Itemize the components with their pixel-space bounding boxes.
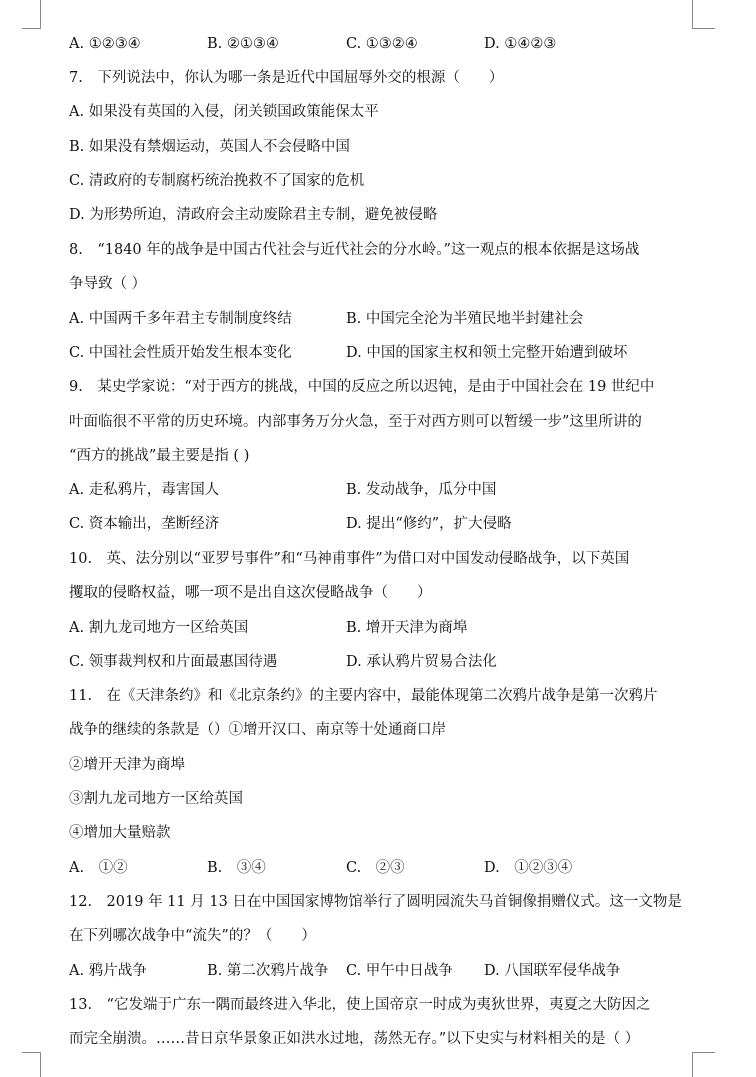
q11-item-2: ②增开天津为商埠: [69, 757, 185, 773]
q10-option-c: C. 领事裁判权和片面最惠国待遇: [69, 654, 278, 670]
q10-stem-line-1: 10. 英、法分别以“亚罗号事件”和“马神甫事件”为借口对中国发动侵略战争，以下英国: [69, 551, 630, 567]
q10-option-b: B. 增开天津为商埠: [346, 620, 468, 636]
q9-option-d: D. 提出“修约”，扩大侵略: [346, 516, 512, 532]
q7-option-b: B. 如果没有禁烟运动，英国人不会侵略中国: [69, 139, 350, 155]
q12-stem-line-1: 12. 2019 年 11 月 13 日在中国国家博物馆举行了圆明园流失马首铜像捐赠仪式。这一文物是: [69, 894, 682, 910]
q11-stem-line-1: 11. 在《天津条约》和《北京条约》的主要内容中，最能体现第二次鸦片战争是第一次鸦片: [69, 688, 658, 704]
q11-options-row: [69, 855, 699, 881]
q11-item-4: ④增加大量赔款: [69, 825, 171, 841]
q9-option-c: C. 资本输出，垄断经济: [69, 516, 220, 532]
q12-options-row: [69, 958, 699, 984]
q9-options-row-1: [69, 477, 699, 503]
q10-option-a: A. 割九龙司地方一区给英国: [69, 620, 249, 636]
q6-options-row: [69, 31, 699, 57]
q9-options-row-2: [69, 511, 699, 537]
q8-stem-line-1: 8. “1840 年的战争是中国古代社会与近代社会的分水岭。”这一观点的根本依据是这场战: [69, 242, 640, 258]
page-corner-mark-bottom-left: [22, 1052, 41, 1077]
q11-item-3: ③割九龙司地方一区给英国: [69, 791, 243, 807]
q12-option-c: C. 甲午中日战争: [346, 963, 453, 979]
q10-options-row-1: [69, 615, 699, 641]
q7-option-c: C. 清政府的专制腐朽统治挽救不了国家的危机: [69, 173, 365, 189]
q11-option-c: C. ②③: [346, 860, 405, 876]
q10-option-d: D. 承认鸦片贸易合法化: [346, 654, 497, 670]
q6-option-c: C. ①③②④: [346, 36, 418, 52]
q9-stem-line-2: 叶面临很不平常的历史环境。内部事务万分火急，至于对西方则可以暂缓一步”这里所讲的: [69, 414, 642, 430]
q11-option-a: A. ①②: [69, 860, 128, 876]
page-corner-mark-bottom-right: [692, 1052, 715, 1077]
q10-options-row-2: [69, 649, 699, 675]
q9-stem-line-3: “西方的挑战”最主要是指 ( ): [69, 448, 250, 464]
q7-stem: 7. 下列说法中，你认为哪一条是近代中国屈辱外交的根源（ ）: [69, 70, 504, 86]
page-corner-mark-top-right: [692, 0, 715, 29]
q12-stem-line-2: 在下列哪次战争中“流失”的？（ ）: [69, 928, 316, 944]
q11-option-d: D. ①②③④: [484, 860, 573, 876]
q10-stem-line-2: 攫取的侵略权益，哪一项不是出自这次侵略战争（ ）: [69, 585, 432, 601]
q8-option-d: D. 中国的国家主权和领土完整开始遭到破坏: [346, 345, 628, 361]
q9-option-b: B. 发动战争，瓜分中国: [346, 482, 497, 498]
q11-stem-line-2: 战争的继续的条款是（）①增开汉口、南京等十处通商口岸: [69, 722, 446, 738]
q8-option-a: A. 中国两千多年君主专制制度终结: [69, 311, 292, 327]
q6-option-d: D. ①④②③: [484, 36, 557, 52]
q12-option-a: A. 鸦片战争: [69, 963, 147, 979]
q11-option-b: B. ③④: [207, 860, 266, 876]
q9-stem-line-1: 9. 某史学家说：“对于西方的挑战，中国的反应之所以迟钝，是由于中国社会在 19 世纪中: [69, 379, 655, 395]
page-corner-mark-top-left: [22, 0, 41, 29]
q13-stem-line-2: 而完全崩溃。……昔日京华景象正如洪水过地，荡然无存。”以下史实与材料相关的是（ ）: [69, 1031, 640, 1047]
q12-option-b: B. 第二次鸦片战争: [207, 963, 329, 979]
q8-options-row-2: [69, 340, 699, 366]
q8-options-row-1: [69, 306, 699, 332]
q13-stem-line-1: 13. “它发端于广东一隅而最终进入华北，使上国帝京一时成为夷狄世界，夷夏之大防因之: [69, 997, 651, 1013]
q7-option-d: D. 为形势所迫，清政府会主动废除君主专制，避免被侵略: [69, 207, 438, 223]
q8-option-c: C. 中国社会性质开始发生根本变化: [69, 345, 292, 361]
q6-option-a: A. ①②③④: [69, 36, 141, 52]
q8-option-b: B. 中国完全沦为半殖民地半封建社会: [346, 311, 584, 327]
q6-option-b: B. ②①③④: [207, 36, 279, 52]
q12-option-d: D. 八国联军侵华战争: [484, 963, 621, 979]
q8-stem-line-2: 争导致（ ）: [69, 276, 147, 292]
q7-option-a: A. 如果没有英国的入侵，闭关锁国政策能保太平: [69, 104, 379, 120]
q9-option-a: A. 走私鸦片，毒害国人: [69, 482, 220, 498]
